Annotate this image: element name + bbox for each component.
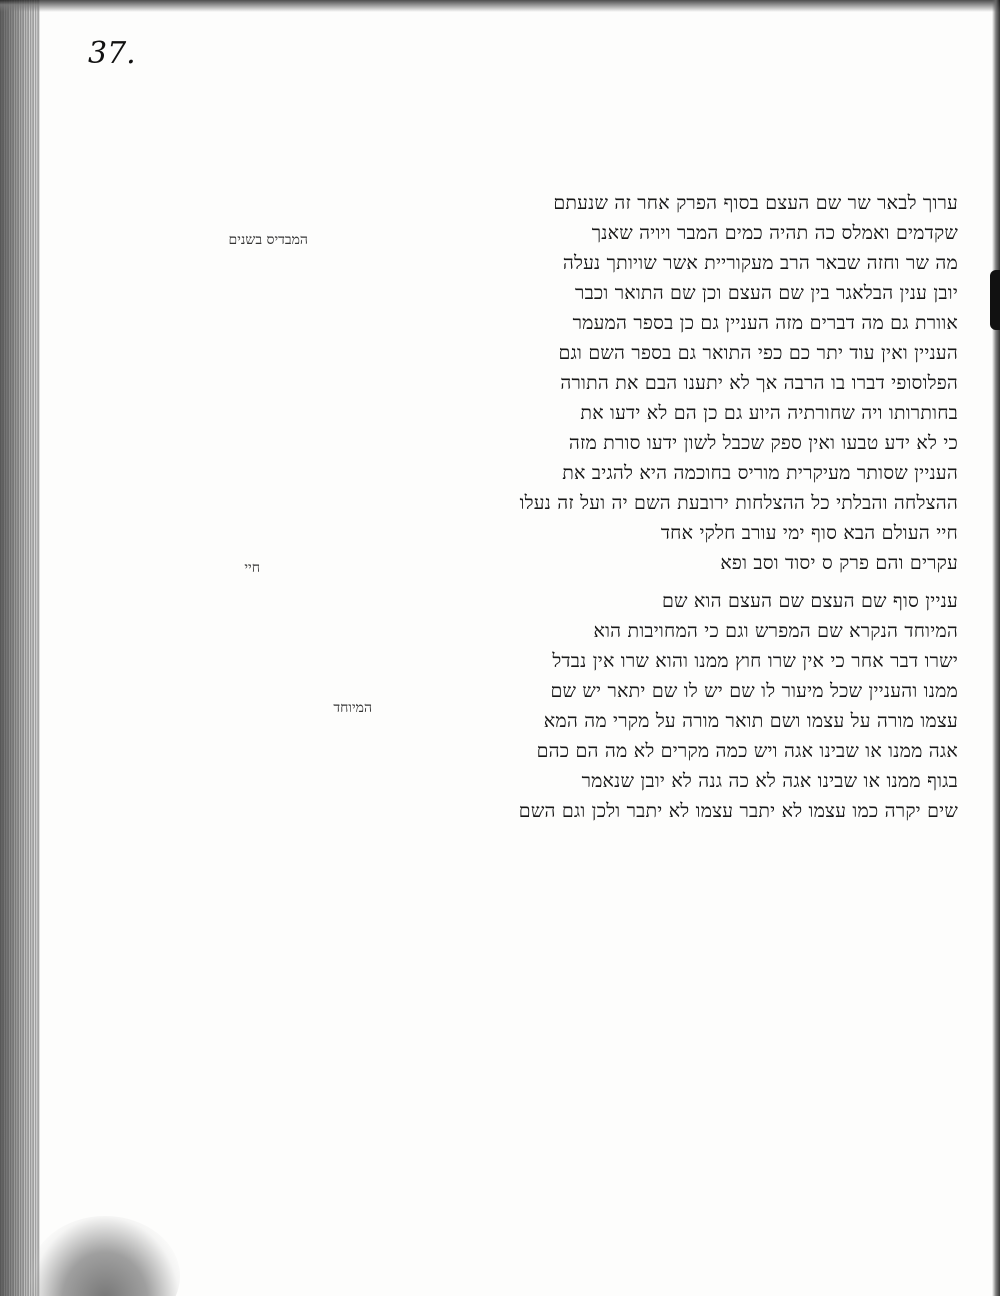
- right-edge-shadow: [992, 0, 1000, 1296]
- text-line: שקדמים ואמלס כה תהיה כמים המבר ויויה שאנך: [591, 222, 958, 244]
- text-line: הפלוסופי דברו בו הרבה אך לא יתענו הבם את התורה: [560, 372, 958, 394]
- text-line: חיי העולם הבא סוף ימי עורב חלקי אחד: [660, 522, 958, 544]
- text-line: ערוך לבאר שר שם העצם בסוף הפרק אחר זה שנעתם: [553, 192, 958, 214]
- text-line: יובן ענין הבלאגר בין שם העצם וכן שם התואר וכבר: [575, 282, 958, 304]
- text-line: בחותרותו ויה שחורתיה היוע גם כן הם לא ידעו את: [580, 402, 958, 424]
- text-line: כי לא ידע טבעו ואין ספק שכבל לשון ידעו סורת מזה: [568, 432, 958, 454]
- margin-note: חיי: [244, 560, 260, 576]
- text-line: שים יקרה כמו עצמו לא יתבר עצמו לא יתבר ולכן וגם השם: [518, 800, 958, 822]
- text-line: עצמו מורה על עצמו ושם תואר מורה על מקרי מה המא: [543, 710, 958, 732]
- top-edge-shadow: [0, 0, 1000, 12]
- text-line: ישרו דבר אחר כי אין שרו חוץ ממנו והוא שרו אין נבדל: [552, 650, 958, 672]
- main-text-block: [318, 188, 958, 826]
- text-line: בגוף ממנו או שבינו אגה לא כה גנה לא יובן שנאמר: [581, 770, 958, 792]
- text-line: עקרים והם פרק ס יסוד וסב ופא: [720, 552, 958, 574]
- text-line: עניין סוף שם העצם שם העצם הוא שם: [661, 590, 958, 612]
- binding-gutter-shadow: [0, 0, 40, 1296]
- text-line: אגה ממנו או שבינו אגה ויש כמה מקרים לא מה הם כהם: [536, 740, 958, 762]
- text-line: ממנו והעניין שכל מיעור לו שם יש לו שם יתאר יש שם: [550, 680, 958, 702]
- bottom-corner-shadow: [30, 1216, 180, 1296]
- text-line: ההצלחה והבלתי כל ההצלחות ירובעת השם יה ועל זה נעלו: [519, 492, 958, 514]
- margin-note: המיוחד: [333, 700, 372, 716]
- text-line: אוורת גם מה דברים מזה העניין גם כן בספר המעמר: [572, 312, 958, 334]
- folio-number: 37.: [88, 36, 136, 71]
- right-edge-notch: [990, 270, 1000, 330]
- text-line: המיוחד הנקרא שם המפרש וגם כי המחויבות הוא: [593, 620, 958, 642]
- text-line: העניין שסותר מעיקרית מוריס בחוכמה היא להגיב את: [562, 462, 958, 484]
- text-line: העניין ואין עוד יתר כם כפי התואר גם בספר השם וגם: [558, 342, 958, 364]
- text-line: מה שר וחזה שבאר הרב מעקוריית אשר שויותך נעלה: [562, 252, 958, 274]
- margin-note: המבדיס בשנים: [228, 232, 308, 248]
